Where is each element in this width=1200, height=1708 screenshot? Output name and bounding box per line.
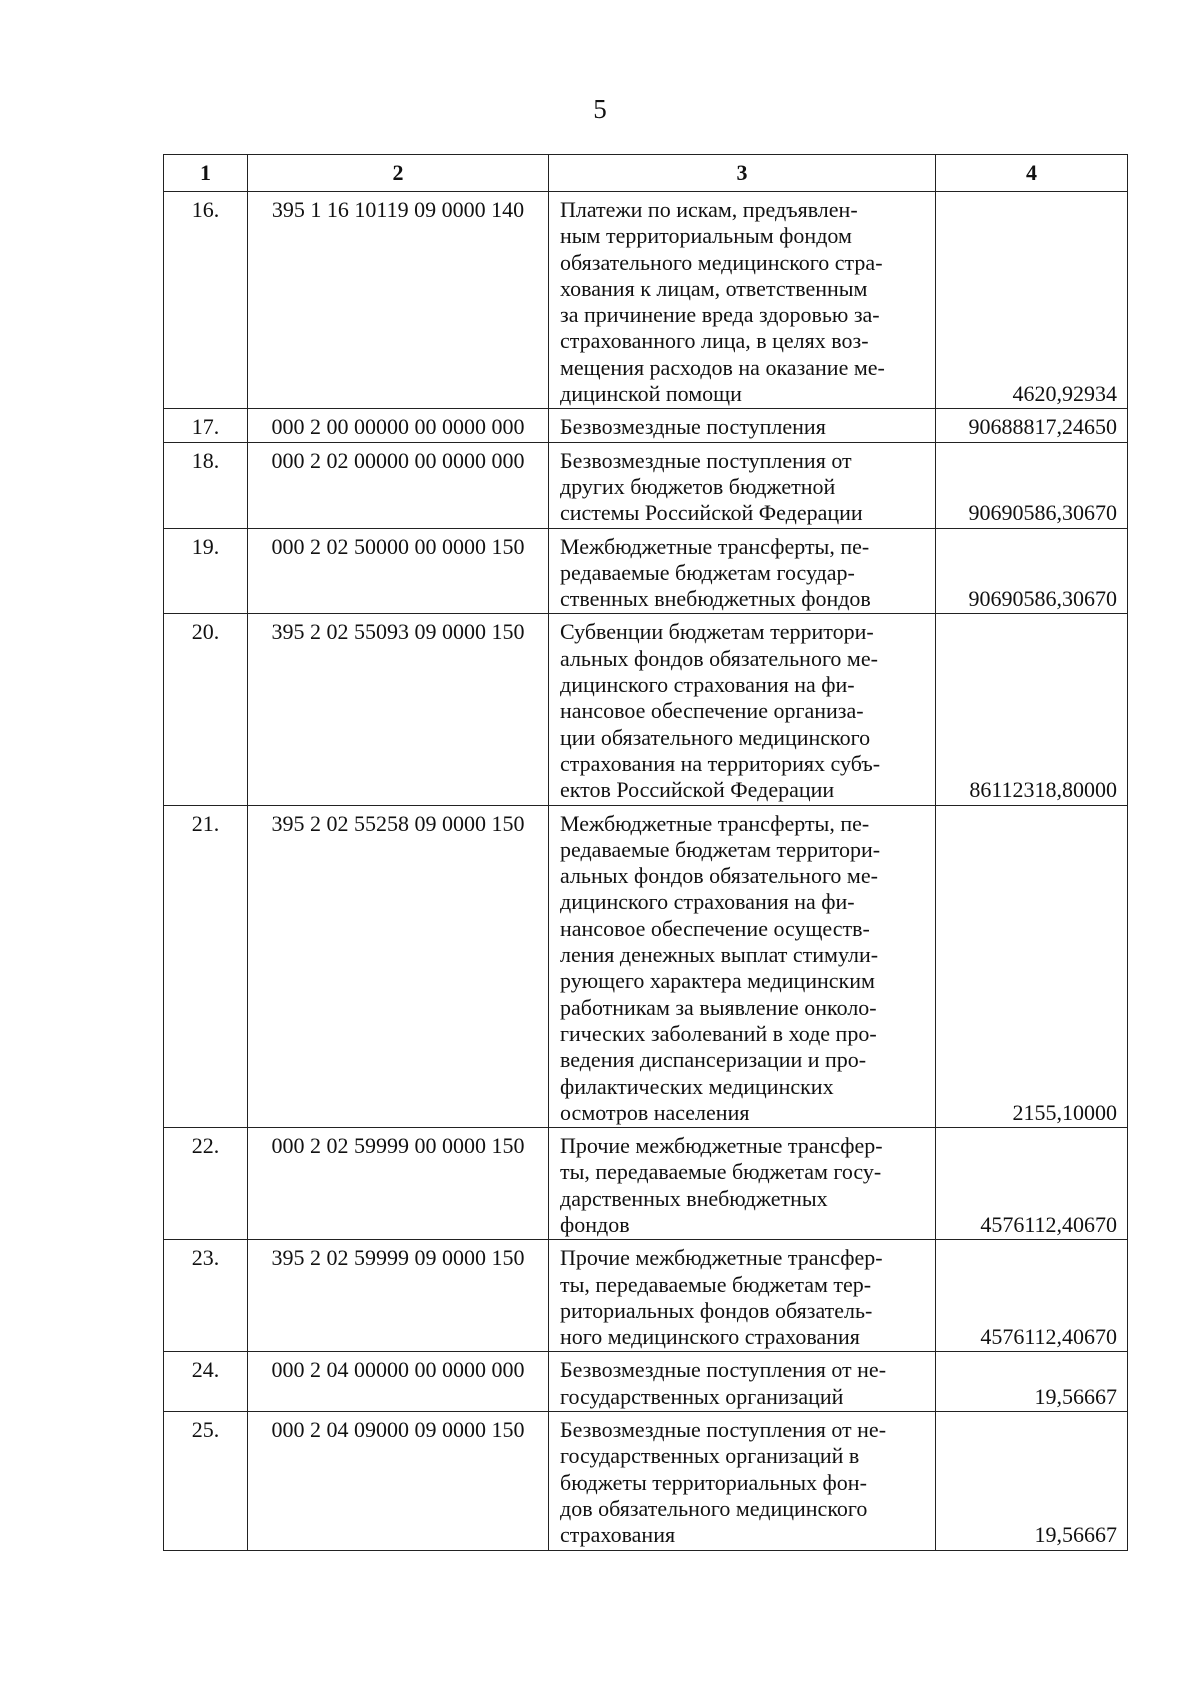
table-row bbox=[164, 614, 1128, 805]
row-number: 22. bbox=[164, 1128, 248, 1240]
row-amount: 4620,92934 bbox=[936, 192, 1128, 409]
table-row bbox=[164, 192, 1128, 409]
budget-code: 000 2 02 00000 00 0000 000 bbox=[248, 442, 549, 528]
revenue-table bbox=[163, 154, 1128, 1551]
table-row bbox=[164, 1352, 1128, 1412]
row-number: 18. bbox=[164, 442, 248, 528]
row-number: 25. bbox=[164, 1412, 248, 1550]
budget-code: 000 2 02 50000 00 0000 150 bbox=[248, 528, 549, 614]
row-number: 20. bbox=[164, 614, 248, 805]
row-number: 16. bbox=[164, 192, 248, 409]
table-header-row bbox=[164, 155, 1128, 192]
column-header-3: 3 bbox=[549, 155, 936, 192]
row-amount: 90690586,30670 bbox=[936, 528, 1128, 614]
row-description: Прочие межбюджетные трансфер- ты, передаваемые бюджетам госу- дарственных внебюджетных фондов bbox=[549, 1128, 936, 1240]
column-header-4: 4 bbox=[936, 155, 1128, 192]
table-row bbox=[164, 1128, 1128, 1240]
column-header-1: 1 bbox=[164, 155, 248, 192]
row-description: Платежи по искам, предъявлен- ным территориальным фондом обязательного медицинского стра- хования к лицам, ответственным за причинение вреда здоровью за- страхованного лица, в целях воз- мещения расходов на оказание ме- дицинской помощи bbox=[549, 192, 936, 409]
row-description: Безвозмездные поступления от не- государственных организаций bbox=[549, 1352, 936, 1412]
table-row bbox=[164, 1412, 1128, 1550]
row-amount: 4576112,40670 bbox=[936, 1240, 1128, 1352]
row-description: Субвенции бюджетам территори- альных фондов обязательного ме- дицинского страхования на фи- нансовое обеспечение организа- ции обязательного медицинского страхования на территориях субъ- ектов Российской Федерации bbox=[549, 614, 936, 805]
budget-code: 000 2 04 00000 00 0000 000 bbox=[248, 1352, 549, 1412]
column-header-2: 2 bbox=[248, 155, 549, 192]
row-amount: 19,56667 bbox=[936, 1352, 1128, 1412]
table-row bbox=[164, 805, 1128, 1128]
row-amount: 86112318,80000 bbox=[936, 614, 1128, 805]
row-number: 17. bbox=[164, 409, 248, 442]
row-number: 23. bbox=[164, 1240, 248, 1352]
table-row bbox=[164, 1240, 1128, 1352]
budget-code: 395 2 02 55258 09 0000 150 bbox=[248, 805, 549, 1128]
row-number: 21. bbox=[164, 805, 248, 1128]
row-description: Прочие межбюджетные трансфер- ты, передаваемые бюджетам тер- риториальных фондов обязатель- ного медицинского страхования bbox=[549, 1240, 936, 1352]
row-description: Безвозмездные поступления от других бюджетов бюджетной системы Российской Федерации bbox=[549, 442, 936, 528]
row-description: Безвозмездные поступления bbox=[549, 409, 936, 442]
row-description: Межбюджетные трансферты, пе- редаваемые бюджетам государ- ственных внебюджетных фондов bbox=[549, 528, 936, 614]
table-row bbox=[164, 528, 1128, 614]
row-description: Межбюджетные трансферты, пе- редаваемые бюджетам территори- альных фондов обязательного ме- дицинского страхования на фи- нансовое обеспечение осуществ- ления денежных выплат стимули- рующего характера медицинским работникам за выявление онколо- гических заболеваний в ходе про- ведения диспансеризации и про- филактических медицинских осмотров населения bbox=[549, 805, 936, 1128]
budget-code: 395 2 02 55093 09 0000 150 bbox=[248, 614, 549, 805]
row-amount: 2155,10000 bbox=[936, 805, 1128, 1128]
row-number: 24. bbox=[164, 1352, 248, 1412]
budget-code: 395 1 16 10119 09 0000 140 bbox=[248, 192, 549, 409]
row-amount: 4576112,40670 bbox=[936, 1128, 1128, 1240]
row-amount: 90688817,24650 bbox=[936, 409, 1128, 442]
budget-code: 395 2 02 59999 09 0000 150 bbox=[248, 1240, 549, 1352]
budget-code: 000 2 02 59999 00 0000 150 bbox=[248, 1128, 549, 1240]
row-number: 19. bbox=[164, 528, 248, 614]
page-number: 5 bbox=[593, 94, 607, 124]
row-description: Безвозмездные поступления от не- государственных организаций в бюджеты территориальных фон- дов обязательного медицинского страхования bbox=[549, 1412, 936, 1550]
table-row bbox=[164, 442, 1128, 528]
table-row bbox=[164, 409, 1128, 442]
row-amount: 19,56667 bbox=[936, 1412, 1128, 1550]
budget-code: 000 2 04 09000 09 0000 150 bbox=[248, 1412, 549, 1550]
budget-code: 000 2 00 00000 00 0000 000 bbox=[248, 409, 549, 442]
row-amount: 90690586,30670 bbox=[936, 442, 1128, 528]
